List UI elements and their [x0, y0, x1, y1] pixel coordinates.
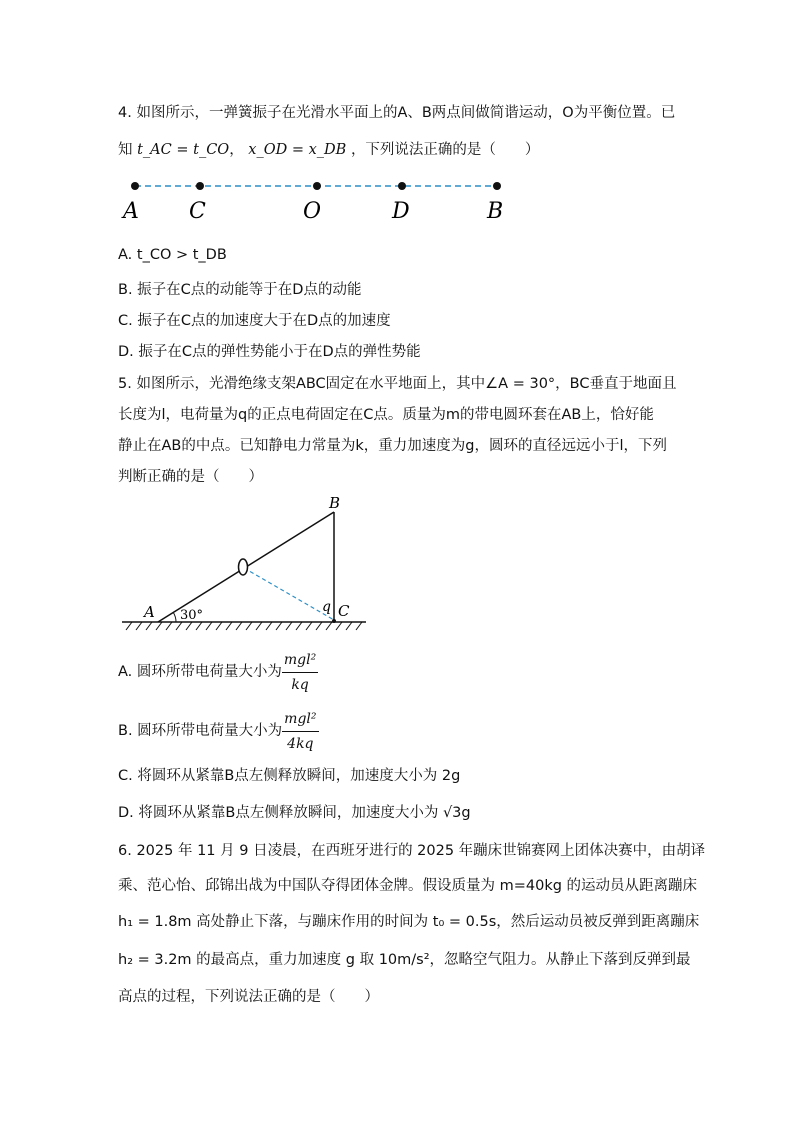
q4-point-C — [196, 182, 204, 190]
q5-option-c: C. 将圆环从紧靠B点左侧释放瞬间，加速度大小为 2g — [118, 768, 461, 784]
q6-stem-line2: 乘、范心怡、邱锦出战为中国队夺得团体金牌。假设质量为 m=40kg 的运动员从距离蹦床 — [118, 878, 698, 894]
q4-label-D: D — [392, 199, 410, 224]
q5-option-a: A. 圆环所带电荷量大小为 $\frac{\text{mgl²}}{kq}$ — [118, 651, 317, 693]
q5-stem-line1: 5. 如图所示，光滑绝缘支架ABC固定在水平地面上，其中∠A = 30°，BC垂直于地面且 — [118, 376, 677, 392]
q4-cond2: x_OD = x_DB — [248, 142, 347, 158]
q4-point-O — [313, 182, 321, 190]
q5-label-A: A — [144, 603, 155, 621]
q5-label-B: B — [329, 494, 341, 512]
q5-option-b: B. 圆环所带电荷量大小为 $\frac{\text{mgl²}}{4kq}$ — [118, 710, 317, 752]
q5-option-b-fraction: $\frac{\text{mgl²}}{4kq}$ — [284, 710, 317, 752]
q5-label-C: C — [338, 602, 350, 620]
q4-stem-line2: 知 t_AC = t_CO， x_OD = x_DB ，下列说法正确的是（ ） — [118, 142, 540, 158]
q4-point-D — [398, 182, 406, 190]
q4-stem-line1: 4. 如图所示，一弹簧振子在光滑水平面上的A、B两点间做简谐运动，O为平衡位置。已 — [118, 105, 676, 121]
q6-stem-line3: h₁ = 1.8m 高处静止下落，与蹦床作用的时间为 t₀ = 0.5s，然后运动员被反弹到距离蹦床 — [118, 914, 700, 930]
q4-option-c: C. 振子在C点的加速度大于在D点的加速度 — [118, 313, 391, 329]
q5-dashed-ring-to-C — [244, 568, 334, 620]
q5-option-a-fraction: $\frac{\text{mgl²}}{kq}$ — [283, 651, 317, 693]
q6-stem-line4: h₂ = 3.2m 的最高点，重力加速度 g 取 10m/s²，忽略空气阻力。从静止下落到反弹到最 — [118, 952, 691, 968]
q4-cond1: t_AC = t_CO — [137, 142, 230, 158]
q4-label-O: O — [303, 199, 322, 224]
q5-angle-arc — [173, 612, 176, 622]
q5-incline-figure — [118, 492, 378, 637]
q5-stem-line3: 静止在AB的中点。已知静电力常量为k，重力加速度为g，圆环的直径远远小于l，下列 — [118, 438, 667, 454]
q5-ring — [239, 559, 248, 575]
q4-option-a: A. t_CO > t_DB — [118, 247, 227, 263]
q5-option-d: D. 将圆环从紧靠B点左侧释放瞬间，加速度大小为 √3g — [118, 805, 471, 821]
q5-label-q: q — [322, 599, 331, 615]
q4-option-d: D. 振子在C点的弹性势能小于在D点的弹性势能 — [118, 344, 421, 360]
q4-option-b: B. 振子在C点的动能等于在D点的动能 — [118, 282, 362, 298]
q5-angle-label: 30° — [180, 608, 204, 623]
q5-stem-line4: 判断正确的是（ ） — [118, 469, 263, 485]
q4-label-B: B — [487, 199, 504, 224]
q4-label-A: A — [123, 199, 139, 224]
q6-stem-line1: 6. 2025 年 11 月 9 日凌晨，在西班牙进行的 2025 年蹦床世锦赛网上团体决赛中，由胡译 — [118, 843, 706, 859]
q4-spring-oscillator-figure — [115, 172, 515, 230]
q5-charge-C — [332, 619, 336, 623]
q5-stem-line2: 长度为l，电荷量为q的正点电荷固定在C点。质量为m的带电圆环套在AB上，恰好能 — [118, 407, 654, 423]
q4-point-A — [131, 182, 139, 190]
q4-label-C: C — [189, 199, 206, 224]
q4-point-B — [493, 182, 501, 190]
q6-stem-line5: 高点的过程，下列说法正确的是（ ） — [118, 989, 379, 1005]
